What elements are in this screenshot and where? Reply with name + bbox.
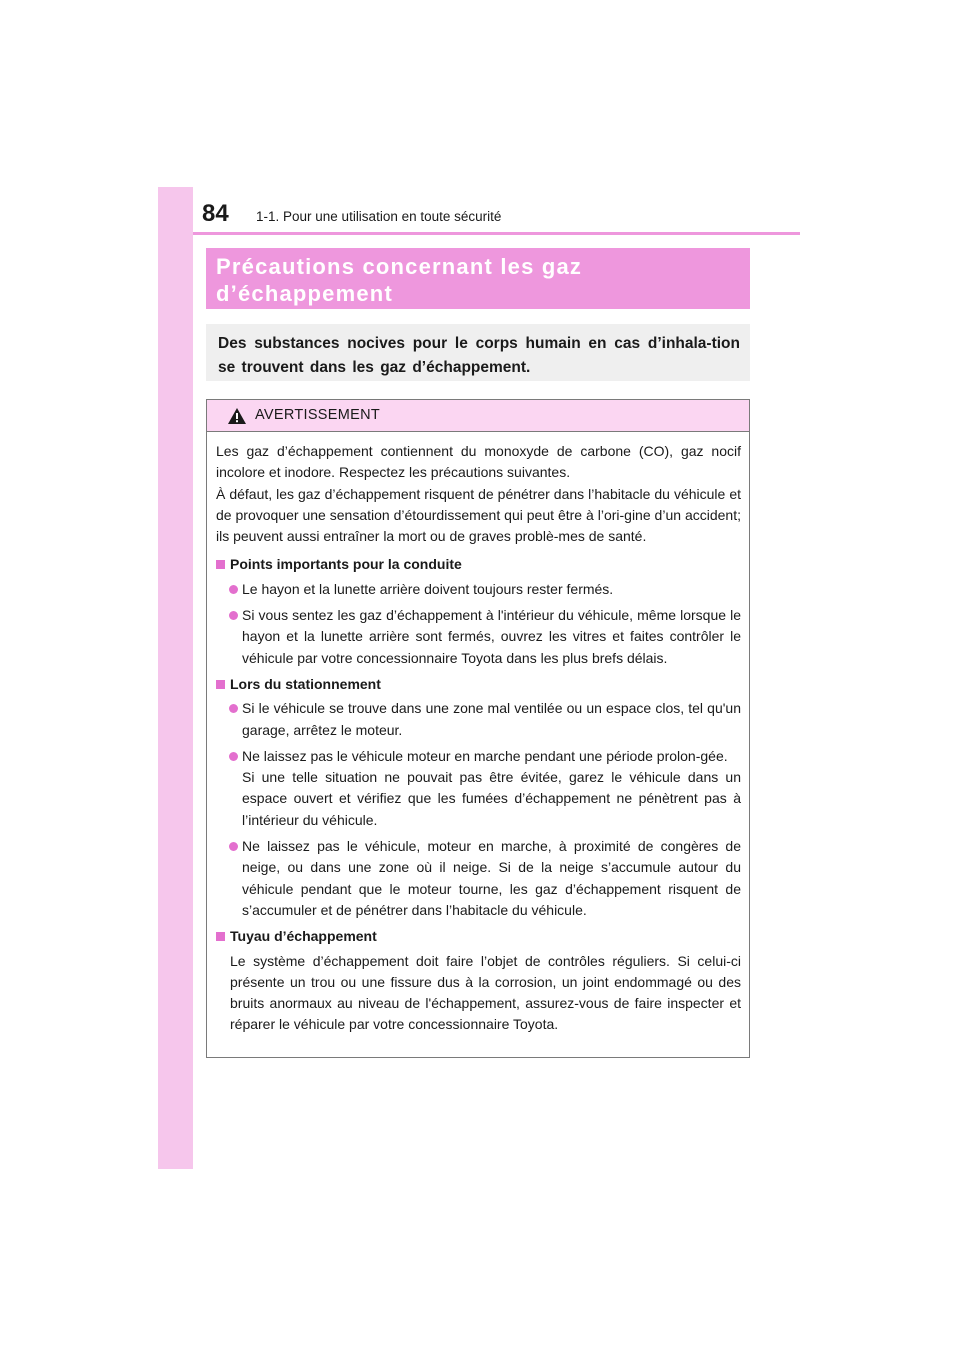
section-title-line-1: Précautions concernant les gaz bbox=[216, 254, 583, 279]
round-bullet-icon bbox=[229, 585, 238, 594]
section-title bbox=[216, 253, 740, 307]
warning-box bbox=[206, 399, 750, 1058]
intro-text: Des substances nocives pour le corps humain en cas d’inhala-tion se trouvent dans les gaz d’échappement. bbox=[218, 335, 740, 376]
warning-header bbox=[207, 400, 749, 432]
subsection-heading-parking: Lors du stationnement bbox=[216, 674, 741, 695]
square-bullet-icon bbox=[216, 680, 225, 689]
section-header bbox=[206, 248, 750, 309]
square-bullet-icon bbox=[216, 932, 225, 941]
list-item: Si le véhicule se trouve dans une zone mal ventilée ou un espace clos, tel qu'un garage, arrêtez le moteur. bbox=[216, 698, 741, 741]
list-item: Ne laissez pas le véhicule moteur en marche pendant une période prolon-gée. Si une telle situation ne pouvait pas être évitée, garez le véhicule dans un espace ouvert et vérifiez que les fumées d’échappement ne pénètrent pas à l’intérieur du véhicule. bbox=[216, 746, 741, 831]
subsection-heading-driving: Points importants pour la conduite bbox=[216, 554, 741, 575]
warning-body bbox=[207, 432, 749, 1036]
running-head: 1-1. Pour une utilisation en toute sécurité bbox=[256, 209, 502, 224]
warning-paragraph-1: Les gaz d’échappement contiennent du monoxyde de carbone (CO), gaz nocif incolore et inodore. Respectez les précautions suivantes. bbox=[216, 443, 741, 481]
section-title-line-2: d’échappement bbox=[216, 281, 393, 306]
exhaust-pipe-text: Le système d’échappement doit faire l’objet de contrôles réguliers. Si celui-ci présente un trou ou une fissure dus à la corrosion, un joint endommagé ou des bruits anormaux au niveau de l'échappement, assurez-vous de faire inspecter et réparer le véhicule par votre concessionnaire Toyota. bbox=[230, 952, 741, 1033]
warning-triangle-icon bbox=[227, 407, 247, 425]
page-number: 84 bbox=[202, 200, 229, 227]
round-bullet-icon bbox=[229, 611, 238, 620]
warning-title: AVERTISSEMENT bbox=[255, 407, 381, 423]
round-bullet-icon bbox=[229, 752, 238, 761]
round-bullet-icon bbox=[229, 842, 238, 851]
intro-box bbox=[206, 324, 750, 381]
round-bullet-icon bbox=[229, 704, 238, 713]
side-tab bbox=[158, 187, 193, 1169]
list-item-continuation: Si une telle situation ne pouvait pas être évitée, garez le véhicule dans un espace ouvert et vérifiez que les fumées d’échappement ne pénètrent pas à l’intérieur du véhicule. bbox=[242, 769, 741, 828]
subsection-heading-exhaust-pipe: Tuyau d’échappement bbox=[216, 926, 741, 947]
list-item: Le hayon et la lunette arrière doivent toujours rester fermés. bbox=[216, 579, 741, 600]
list-item: Ne laissez pas le véhicule, moteur en marche, à proximité de congères de neige, ou dans une zone où il neige. Si de la neige s’accumule autour du véhicule pendant que le moteur tourne, les gaz d’échappement risquent de s’accumuler et de pénétrer dans l’habitacle du véhicule. bbox=[216, 836, 741, 921]
square-bullet-icon bbox=[216, 560, 225, 569]
warning-paragraph-2: À défaut, les gaz d’échappement risquent de pénétrer dans l’habitacle du véhicule et de provoquer une sensation d’étourdissement qui peut être à l’ori-gine d’un accident; ils peuvent aussi entraîner la mort ou de graves problè-mes de santé. bbox=[216, 485, 741, 545]
list-item: Si vous sentez les gaz d’échappement à l'intérieur du véhicule, même lorsque le hayon et la lunette arrière sont fermés, ouvrez les vitres et faites contrôler le véhicule par votre concessionnaire Toyota dans les plus brefs délais. bbox=[216, 605, 741, 669]
header-rule bbox=[193, 232, 800, 235]
